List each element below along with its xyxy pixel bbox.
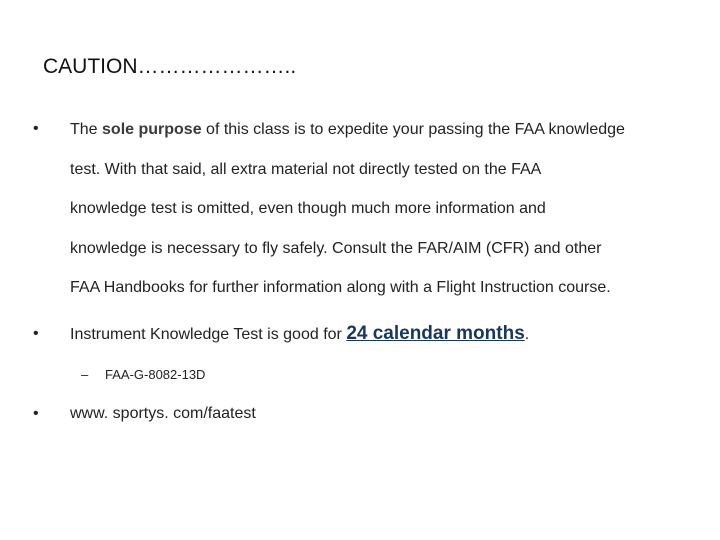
paragraph-line: knowledge is necessary to fly safely. Consult the FAR/AIM (CFR) and other: [70, 239, 602, 257]
line-text: of this class is to expedite your passing the FAA knowledge: [201, 121, 625, 138]
line-text: The: [70, 121, 103, 138]
bullet-marker: •: [33, 405, 39, 422]
bullet-marker: •: [33, 325, 39, 342]
bullet-marker: •: [33, 120, 39, 137]
bullet-text: [70, 323, 690, 345]
paragraph-line: knowledge test is omitted, even though much more information and: [70, 200, 546, 217]
paragraph-line: FAA Handbooks for further information along with a Flight Instruction course.: [70, 279, 611, 296]
emphasis-text: sole purpose: [102, 121, 202, 138]
line-text: Instrument Knowledge Test is good for: [70, 326, 347, 343]
highlight-text: 24 calendar months: [346, 323, 525, 344]
line-text: .: [524, 326, 530, 343]
sub-bullet-marker: –: [81, 367, 89, 382]
slide-title: CAUTION…………………..: [43, 55, 297, 78]
sub-bullet-text: FAA-G-8082-13D: [105, 367, 206, 382]
paragraph-line: [70, 120, 690, 160]
paragraph-line: test. With that said, all extra material not directly tested on the FAA: [70, 160, 542, 178]
website-link[interactable]: www. sportys. com/faatest: [70, 405, 256, 422]
bullet-paragraph: [70, 120, 690, 318]
